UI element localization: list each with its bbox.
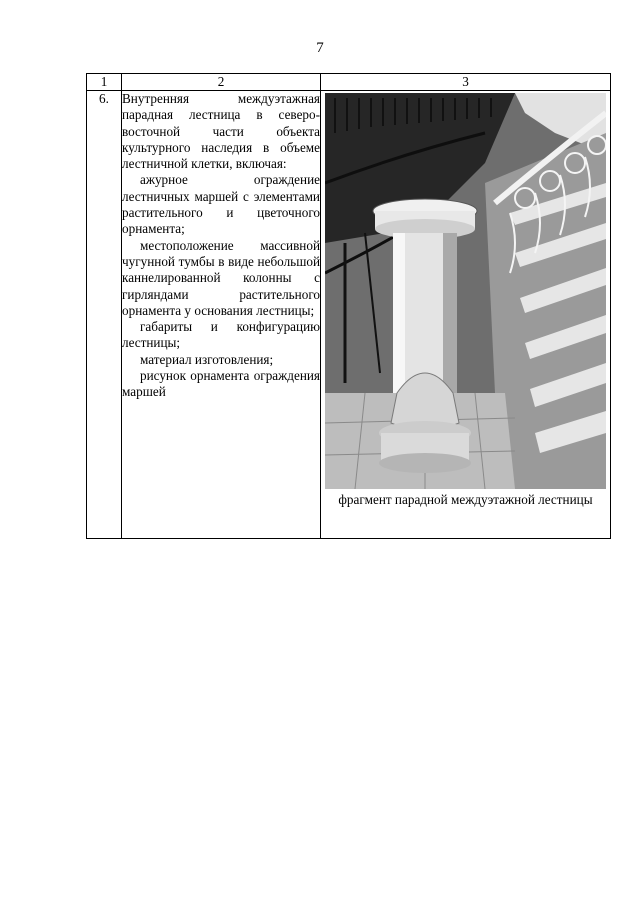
object-protection-table bbox=[86, 73, 611, 539]
table-header-row bbox=[87, 74, 611, 91]
description-paragraph: материал изготовления; bbox=[140, 351, 274, 367]
row-description bbox=[122, 91, 321, 539]
description-paragraph: габариты и конфигурацию лестницы; bbox=[122, 319, 320, 351]
photo-caption: фрагмент парадной междуэтажной лестницы bbox=[338, 492, 593, 507]
description-paragraph: рисунок орнамента ограждения маршей bbox=[122, 368, 320, 400]
staircase-photo bbox=[325, 93, 606, 489]
page-number: 7 bbox=[316, 40, 324, 56]
table-row bbox=[87, 91, 611, 539]
description-paragraph: ажурное ограждение лестничных маршей с элементами растительного и цветочного орнамента; bbox=[122, 172, 320, 237]
row-number: 6. bbox=[87, 91, 122, 539]
description-paragraph: местоположение массивной чугунной тумбы в виде небольшой каннелированной колонны с гирляндами растительного орнамента у основания лестницы; bbox=[122, 237, 320, 318]
description-paragraph: Внутренняя междуэтажная парадная лестница в северо-восточной части объекта культурного наследия в объеме лестничной клетки, включая: bbox=[122, 91, 320, 172]
column-header-1: 1 bbox=[87, 74, 122, 91]
row-photo-cell bbox=[321, 91, 611, 539]
column-header-3: 3 bbox=[321, 74, 611, 91]
column-header-2: 2 bbox=[122, 74, 321, 91]
